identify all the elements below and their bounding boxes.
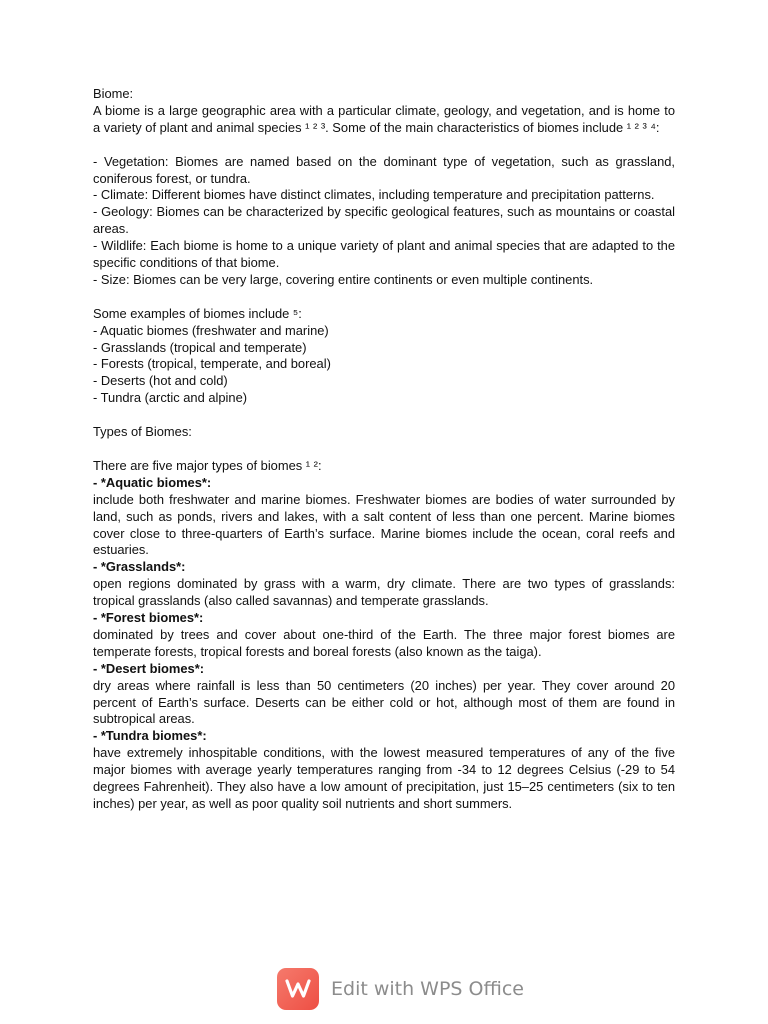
types-intro: There are five major types of biomes ¹ ²: — [93, 457, 322, 473]
document-body — [93, 86, 675, 813]
example-item: - Aquatic biomes (freshwater and marine) — [93, 322, 329, 338]
types-heading: Types of Biomes: — [93, 424, 192, 440]
type-desc-forest: dominated by trees and cover about one-third of the Earth. The three major forest biomes are temperate forests, tropical forests and boreal forests (also known as the taiga). — [93, 626, 675, 659]
examples-intro: Some examples of biomes include ⁵: — [93, 305, 302, 321]
type-desc-aquatic: include both freshwater and marine biomes. Freshwater biomes are bodies of water surrounded by land, such as ponds, rivers and lakes, with a salt content of less than one percent. Marine biomes cover close to three-quarters of Earth’s surface. Marine biomes include the ocean, coral reefs and estuaries. — [93, 491, 675, 558]
type-desc-desert: dry areas where rainfall is less than 50 centimeters (20 inches) per year. They cover around 20 percent of Earth’s surface. Deserts can be either cold or hot, although most of them are found in subtropical areas. — [93, 677, 675, 727]
wps-logo-icon — [277, 968, 319, 1010]
type-title-tundra: - *Tundra biomes*: — [93, 728, 207, 744]
wps-watermark[interactable] — [277, 968, 524, 1010]
type-title-forest: - *Forest biomes*: — [93, 610, 204, 626]
example-item: - Forests (tropical, temperate, and boreal) — [93, 356, 331, 372]
example-item: - Tundra (arctic and alpine) — [93, 390, 248, 406]
characteristic-wildlife: - Wildlife: Each biome is home to a unique variety of plant and animal species that are adapted to the specific conditions of that biome. — [93, 238, 675, 271]
characteristic-size: - Size: Biomes can be very large, covering entire continents or even multiple continents. — [93, 271, 594, 287]
type-desc-grasslands: open regions dominated by grass with a warm, dry climate. There are two types of grasslands: tropical grasslands (also called savannas) and temperate grasslands. — [93, 576, 675, 609]
type-desc-tundra: have extremely inhospitable conditions, with the lowest measured temperatures of any of the five major biomes with average yearly temperatures ranging from -34 to 12 degrees Celsius (-29 to 54 degrees Fahrenheit). They also have a low amount of precipitation, just 15–25 centimeters (six to ten inches) per year, as well as poor quality soil nutrients and short summers. — [93, 745, 675, 811]
characteristic-vegetation: - Vegetation: Biomes are named based on the dominant type of vegetation, such as grassland, coniferous forest, or tundra. — [93, 153, 675, 186]
biome-paragraph: A biome is a large geographic area with a particular climate, geology, and vegetation, and is home to a variety of plant and animal species ¹ ² ³. Some of the main characteristics of biomes include ¹ ² ³ ⁴: — [93, 102, 675, 135]
example-item: - Grasslands (tropical and temperate) — [93, 339, 307, 355]
type-title-grasslands: - *Grasslands*: — [93, 559, 186, 575]
characteristic-geology: - Geology: Biomes can be characterized by specific geological features, such as mountains or coastal areas. — [93, 204, 675, 237]
watermark-text: Edit with WPS Office — [331, 978, 524, 1000]
biome-heading: Biome: — [93, 86, 134, 101]
characteristic-climate: - Climate: Different biomes have distinct climates, including temperature and precipitation patterns. — [93, 187, 655, 203]
type-title-desert: - *Desert biomes*: — [93, 660, 205, 676]
type-title-aquatic: - *Aquatic biomes*: — [93, 474, 212, 490]
example-item: - Deserts (hot and cold) — [93, 373, 228, 389]
